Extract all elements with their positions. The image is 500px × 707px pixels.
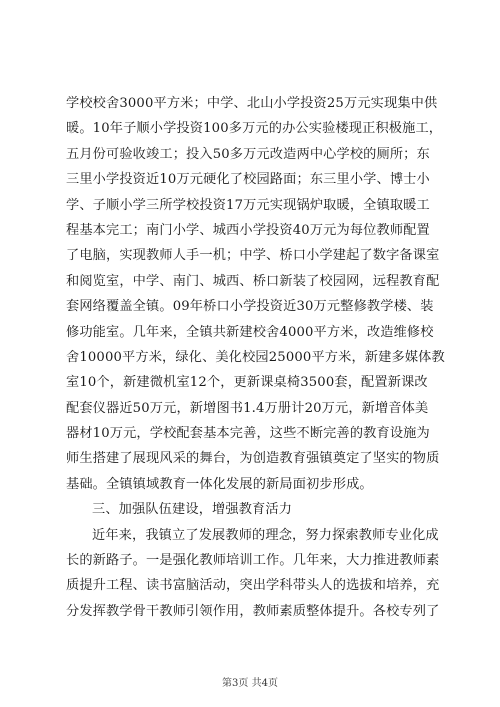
text-line: 舍10000平方米，绿化、美化校园25000平方米，新建多媒体教 [66,349,445,365]
text-line: 配套仪器近50万元，新增图书1.4万册计20万元，新增音体美 [66,400,429,416]
text-line: 了电脑，实现教师人手一机；中学、桥口小学建起了数字备课室 [66,248,440,264]
text-line: 五月份可验收竣工；投入50多万元改造两中心学校的厕所；东 [66,146,430,162]
text-line: 三里小学投资近10万元硬化了校园路面；东三里小学、博士小 [66,172,430,188]
page-footer: 第3页 共4页 [222,678,278,689]
text-line: 长的新路子。一是强化教师培训工作。几年来，大力推进教师素 [66,553,440,569]
text-line: 学、子顺小学三所学校投资17万元实现锅炉取暖，全镇取暖工 [66,197,430,213]
text-line: 师生搭建了展现风采的舞台，为创造教育强镇奠定了坚实的物质 [66,451,440,467]
paragraph-first-line: 近年来，我镇立了发展教师的理念，努力探索教师专业化成 [92,527,439,543]
text-line: 学校校舍3000平方米；中学、北山小学投资25万元实现集中供 [66,96,438,111]
document-body [66,91,445,624]
text-line: 器材10万元，学校配套基本完善，这些不断完善的教育设施为 [66,426,430,442]
section-heading: 三、加强队伍建设，增强教育活力 [92,502,293,518]
text-line: 质提升工程、读书富脑活动，突出学科带头人的选拔和培养，充 [66,578,440,594]
text-line: 和阅览室，中学、南门、城西、桥口新装了校园网，远程教育配 [66,273,440,289]
text-line: 分发挥教学骨干教师引领作用，教师素质整体提升。各校专列了 [66,603,440,619]
text-line: 程基本完工；南门小学、城西小学投资40万元为每位教师配置 [66,222,430,238]
text-line: 基础。全镇镇域教育一体化发展的新局面初步形成。 [66,476,373,492]
text-line: 修功能室。几年来，全镇共新建校舍4000平方米，改造维修校 [66,324,434,340]
text-line: 暖。10年子顺小学投资100多万元的办公实验楼现正积极施工， [66,121,443,137]
text-line: 套网络覆盖全镇。09年桥口小学投资近30万元整修教学楼、装 [66,299,434,315]
text-line: 室10个，新建微机室12个，更新课桌椅3500套，配置新课改 [66,375,428,391]
